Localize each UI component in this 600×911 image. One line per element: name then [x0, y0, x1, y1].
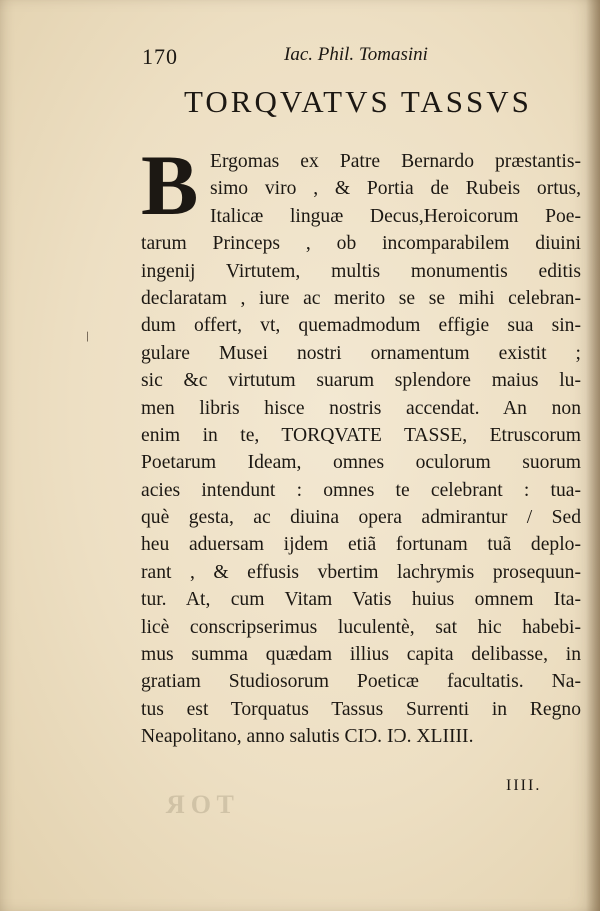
text-line: Neapolitano, anno salutis CIƆ. IƆ. XLIIII.	[141, 726, 474, 748]
page-header	[142, 44, 472, 74]
text-line: declaratam , iure ac merito se se mihi celebran-	[141, 287, 581, 309]
section-title: TORQVATVS TASSVS	[184, 84, 532, 119]
text-line: què gesta, ac diuina opera admirantur / Sed	[141, 507, 581, 529]
text-line: Italicæ linguæ Decus,Heroicorum Poe-	[210, 205, 581, 227]
show-through-bleed: TOR	[160, 790, 234, 819]
margin-mark: /	[83, 329, 93, 346]
text-line: mus summa quædam illius capita delibasse, in	[141, 644, 581, 666]
page-edge-shadow	[586, 0, 600, 911]
text-line: simo viro , & Portia de Rubeis ortus,	[210, 178, 581, 200]
text-line: tarum Princeps , ob incomparabilem diuini	[141, 233, 581, 255]
running-head: Iac. Phil. Tomasini	[284, 44, 428, 65]
body-text	[141, 148, 581, 751]
text-line: Ergomas ex Patre Bernardo præstantis-	[210, 151, 581, 172]
text-line: tur. At, cum Vitam Vatis huius omnem Ita-	[141, 589, 581, 611]
text-line: gulare Musei nostri ornamentum existit ;	[141, 342, 581, 364]
text-line: gratiam Studiosorum Poeticæ facultatis. Na-	[141, 671, 581, 693]
drop-cap: B	[141, 137, 199, 233]
catchword: IIII.	[506, 777, 542, 794]
text-line: tus est Torquatus Tassus Surrenti in Regno	[141, 698, 581, 720]
text-line: ingenij Virtutem, multis monumentis editis	[141, 260, 581, 282]
text-line: sic &c virtutum suarum splendore maius lu-	[141, 370, 581, 392]
text-line: heu aduersam ijdem etiã fortunam tuã deplo-	[141, 534, 581, 556]
text-line: dum offert, vt, quemadmodum effigie sua sin-	[141, 315, 581, 337]
text-line: enim in te, TORQVATE TASSE, Etruscorum	[141, 424, 581, 446]
page-number: 170	[142, 44, 178, 69]
text-line: rant , & effusis vbertim lachrymis prosequun-	[141, 561, 581, 583]
text-line: men libris hisce nostris accendat. An non	[141, 397, 581, 419]
text-line: Poetarum Ideam, omnes oculorum suorum	[141, 452, 581, 474]
text-line: acies intendunt : omnes te celebrant : tua-	[141, 479, 581, 501]
text-line: licè conscripserimus luculentè, sat hic habebi-	[141, 616, 581, 638]
